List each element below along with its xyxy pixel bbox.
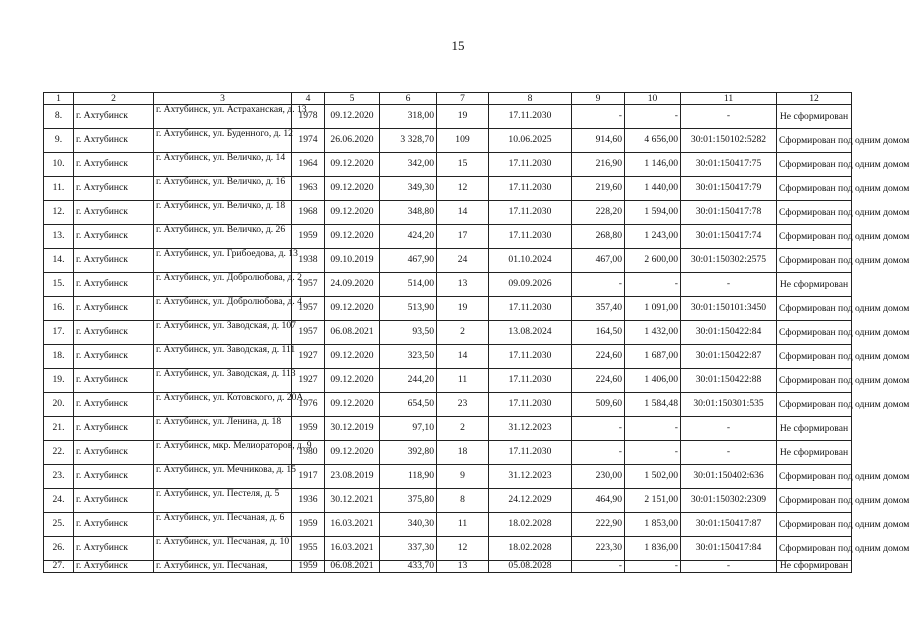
table-row <box>44 441 852 465</box>
table-row <box>44 297 852 321</box>
land-area-cell: 357,40 <box>572 297 625 321</box>
cadastral-number-cell: 30:01:150417:78 <box>681 201 777 225</box>
date-recognized-cell: 09.12.2020 <box>325 153 380 177</box>
plot-status-cell: Сформирован под одним домом <box>777 465 852 489</box>
table-row <box>44 513 852 537</box>
row-number-cell: 26. <box>44 537 74 561</box>
plot-status-cell: Сформирован под одним домом <box>777 225 852 249</box>
address-cell: г. Ахтубинск, ул. Песчаная, <box>154 561 292 573</box>
area-cell: 514,00 <box>380 273 437 297</box>
year-built-cell: 1957 <box>292 273 325 297</box>
residents-cell: 23 <box>437 393 489 417</box>
plot-status-cell: Сформирован под одним домом <box>777 369 852 393</box>
table-row <box>44 201 852 225</box>
address-cell: г. Ахтубинск, ул. Добролюбова, д. 4 <box>154 297 292 321</box>
row-number-cell: 20. <box>44 393 74 417</box>
residents-cell: 15 <box>437 153 489 177</box>
plot-status-cell: Сформирован под одним домом <box>777 513 852 537</box>
land-area-cell: - <box>572 417 625 441</box>
year-built-cell: 1968 <box>292 201 325 225</box>
settlement-cell: г. Ахтубинск <box>74 441 154 465</box>
table-row <box>44 321 852 345</box>
year-built-cell: 1938 <box>292 249 325 273</box>
cadastral-number-cell: - <box>681 417 777 441</box>
address-cell: г. Ахтубинск, ул. Величко, д. 14 <box>154 153 292 177</box>
table-row <box>44 345 852 369</box>
column-header: 8 <box>489 93 572 105</box>
year-built-cell: 1936 <box>292 489 325 513</box>
table-row <box>44 249 852 273</box>
resettlement-date-cell: 24.12.2029 <box>489 489 572 513</box>
residents-cell: 109 <box>437 129 489 153</box>
plot-status-cell: Сформирован под одним домом <box>777 129 852 153</box>
plot-area-cell: 4 656,00 <box>625 129 681 153</box>
cadastral-number-cell: 30:01:150422:88 <box>681 369 777 393</box>
date-recognized-cell: 16.03.2021 <box>325 537 380 561</box>
plot-area-cell: 1 406,00 <box>625 369 681 393</box>
table-row <box>44 369 852 393</box>
cadastral-number-cell: 30:01:150402:636 <box>681 465 777 489</box>
area-cell: 244,20 <box>380 369 437 393</box>
year-built-cell: 1957 <box>292 297 325 321</box>
cadastral-number-cell: 30:01:150417:87 <box>681 513 777 537</box>
plot-area-cell: - <box>625 273 681 297</box>
year-built-cell: 1959 <box>292 513 325 537</box>
address-cell: г. Ахтубинск, ул. Величко, д. 18 <box>154 201 292 225</box>
address-cell: г. Ахтубинск, ул. Астраханская, д. 13 <box>154 105 292 129</box>
residents-cell: 13 <box>437 273 489 297</box>
cadastral-number-cell: 30:01:150101:3450 <box>681 297 777 321</box>
table-row <box>44 465 852 489</box>
plot-area-cell: 1 243,00 <box>625 225 681 249</box>
plot-status-cell: Не сформирован <box>777 561 852 573</box>
table-row <box>44 537 852 561</box>
settlement-cell: г. Ахтубинск <box>74 393 154 417</box>
plot-status-cell: Не сформирован <box>777 441 852 465</box>
plot-status-cell: Сформирован под одним домом <box>777 201 852 225</box>
land-area-cell: 914,60 <box>572 129 625 153</box>
residents-cell: 2 <box>437 321 489 345</box>
land-area-cell: 228,20 <box>572 201 625 225</box>
address-cell: г. Ахтубинск, ул. Добролюбова, д. 2 <box>154 273 292 297</box>
settlement-cell: г. Ахтубинск <box>74 273 154 297</box>
plot-status-cell: Не сформирован <box>777 105 852 129</box>
row-number-cell: 27. <box>44 561 74 573</box>
settlement-cell: г. Ахтубинск <box>74 465 154 489</box>
cadastral-number-cell: 30:01:150417:84 <box>681 537 777 561</box>
plot-area-cell: 1 146,00 <box>625 153 681 177</box>
area-cell: 340,30 <box>380 513 437 537</box>
residents-cell: 2 <box>437 417 489 441</box>
date-recognized-cell: 26.06.2020 <box>325 129 380 153</box>
plot-status-cell: Не сформирован <box>777 273 852 297</box>
resettlement-date-cell: 05.08.2028 <box>489 561 572 573</box>
row-number-cell: 21. <box>44 417 74 441</box>
cadastral-number-cell: 30:01:150302:2575 <box>681 249 777 273</box>
area-cell: 97,10 <box>380 417 437 441</box>
date-recognized-cell: 30.12.2019 <box>325 417 380 441</box>
resettlement-date-cell: 01.10.2024 <box>489 249 572 273</box>
plot-area-cell: 1 440,00 <box>625 177 681 201</box>
table-row <box>44 417 852 441</box>
area-cell: 93,50 <box>380 321 437 345</box>
address-cell: г. Ахтубинск, ул. Заводская, д. 111 <box>154 345 292 369</box>
residents-cell: 19 <box>437 105 489 129</box>
date-recognized-cell: 06.08.2021 <box>325 561 380 573</box>
year-built-cell: 1917 <box>292 465 325 489</box>
plot-area-cell: - <box>625 105 681 129</box>
plot-area-cell: 2 151,00 <box>625 489 681 513</box>
residents-cell: 13 <box>437 561 489 573</box>
cadastral-number-cell: - <box>681 561 777 573</box>
settlement-cell: г. Ахтубинск <box>74 297 154 321</box>
land-area-cell: 224,60 <box>572 369 625 393</box>
table-row <box>44 225 852 249</box>
plot-area-cell: 1 687,00 <box>625 345 681 369</box>
land-area-cell: 464,90 <box>572 489 625 513</box>
row-number-cell: 9. <box>44 129 74 153</box>
year-built-cell: 1959 <box>292 225 325 249</box>
row-number-cell: 10. <box>44 153 74 177</box>
year-built-cell: 1955 <box>292 537 325 561</box>
date-recognized-cell: 09.12.2020 <box>325 201 380 225</box>
date-recognized-cell: 09.12.2020 <box>325 369 380 393</box>
address-cell: г. Ахтубинск, ул. Мечникова, д. 15 <box>154 465 292 489</box>
plot-area-cell: - <box>625 561 681 573</box>
plot-area-cell: 1 432,00 <box>625 321 681 345</box>
date-recognized-cell: 09.12.2020 <box>325 393 380 417</box>
table-row <box>44 105 852 129</box>
residents-cell: 14 <box>437 201 489 225</box>
settlement-cell: г. Ахтубинск <box>74 225 154 249</box>
cadastral-number-cell: 30:01:150417:74 <box>681 225 777 249</box>
resettlement-date-cell: 17.11.2030 <box>489 441 572 465</box>
page-number: 15 <box>451 38 465 53</box>
table-row <box>44 393 852 417</box>
column-header: 4 <box>292 93 325 105</box>
residents-cell: 11 <box>437 513 489 537</box>
cadastral-number-cell: 30:01:150102:5282 <box>681 129 777 153</box>
address-cell: г. Ахтубинск, ул. Песчаная, д. 10 <box>154 537 292 561</box>
plot-status-cell: Сформирован под одним домом <box>777 153 852 177</box>
resettlement-date-cell: 17.11.2030 <box>489 105 572 129</box>
settlement-cell: г. Ахтубинск <box>74 537 154 561</box>
settlement-cell: г. Ахтубинск <box>74 561 154 573</box>
settlement-cell: г. Ахтубинск <box>74 201 154 225</box>
plot-area-cell: 1 853,00 <box>625 513 681 537</box>
address-cell: г. Ахтубинск, ул. Заводская, д. 113 <box>154 369 292 393</box>
plot-area-cell: 1 594,00 <box>625 201 681 225</box>
cadastral-number-cell: - <box>681 105 777 129</box>
resettlement-date-cell: 17.11.2030 <box>489 201 572 225</box>
housing-registry-table <box>43 92 910 573</box>
settlement-cell: г. Ахтубинск <box>74 105 154 129</box>
column-header: 12 <box>777 93 852 105</box>
plot-status-cell: Не сформирован <box>777 417 852 441</box>
residents-cell: 12 <box>437 537 489 561</box>
area-cell: 424,20 <box>380 225 437 249</box>
resettlement-date-cell: 17.11.2030 <box>489 369 572 393</box>
address-cell: г. Ахтубинск, ул. Буденного, д. 12 <box>154 129 292 153</box>
area-cell: 118,90 <box>380 465 437 489</box>
area-cell: 433,70 <box>380 561 437 573</box>
year-built-cell: 1974 <box>292 129 325 153</box>
area-cell: 467,90 <box>380 249 437 273</box>
plot-area-cell: - <box>625 417 681 441</box>
date-recognized-cell: 06.08.2021 <box>325 321 380 345</box>
resettlement-date-cell: 17.11.2030 <box>489 153 572 177</box>
year-built-cell: 1957 <box>292 321 325 345</box>
address-cell: г. Ахтубинск, ул. Грибоедова, д. 13 <box>154 249 292 273</box>
year-built-cell: 1964 <box>292 153 325 177</box>
cadastral-number-cell: 30:01:150417:75 <box>681 153 777 177</box>
row-number-cell: 22. <box>44 441 74 465</box>
row-number-cell: 25. <box>44 513 74 537</box>
resettlement-date-cell: 31.12.2023 <box>489 417 572 441</box>
row-number-cell: 19. <box>44 369 74 393</box>
column-header: 5 <box>325 93 380 105</box>
date-recognized-cell: 09.10.2019 <box>325 249 380 273</box>
year-built-cell: 1963 <box>292 177 325 201</box>
resettlement-date-cell: 13.08.2024 <box>489 321 572 345</box>
land-area-cell: 224,60 <box>572 345 625 369</box>
plot-status-cell: Сформирован под одним домом <box>777 393 852 417</box>
plot-status-cell: Сформирован под одним домом <box>777 489 852 513</box>
land-area-cell: 164,50 <box>572 321 625 345</box>
settlement-cell: г. Ахтубинск <box>74 177 154 201</box>
settlement-cell: г. Ахтубинск <box>74 345 154 369</box>
column-header: 6 <box>380 93 437 105</box>
settlement-cell: г. Ахтубинск <box>74 129 154 153</box>
table-row <box>44 273 852 297</box>
land-area-cell: - <box>572 561 625 573</box>
year-built-cell: 1976 <box>292 393 325 417</box>
plot-status-cell: Сформирован под одним домом <box>777 249 852 273</box>
table-row <box>44 489 852 513</box>
land-area-cell: - <box>572 273 625 297</box>
address-cell: г. Ахтубинск, ул. Ленина, д. 18 <box>154 417 292 441</box>
area-cell: 392,80 <box>380 441 437 465</box>
cadastral-number-cell: - <box>681 273 777 297</box>
column-header: 11 <box>681 93 777 105</box>
cadastral-number-cell: - <box>681 441 777 465</box>
row-number-cell: 17. <box>44 321 74 345</box>
residents-cell: 14 <box>437 345 489 369</box>
table-row <box>44 177 852 201</box>
plot-area-cell: 1 091,00 <box>625 297 681 321</box>
address-cell: г. Ахтубинск, ул. Величко, д. 16 <box>154 177 292 201</box>
row-number-cell: 14. <box>44 249 74 273</box>
land-area-cell: 509,60 <box>572 393 625 417</box>
area-cell: 3 328,70 <box>380 129 437 153</box>
address-cell: г. Ахтубинск, ул. Песчаная, д. 6 <box>154 513 292 537</box>
year-built-cell: 1959 <box>292 561 325 573</box>
row-number-cell: 24. <box>44 489 74 513</box>
column-number-row <box>44 93 852 105</box>
address-cell: г. Ахтубинск, ул. Заводская, д. 107 <box>154 321 292 345</box>
date-recognized-cell: 09.12.2020 <box>325 177 380 201</box>
table-row <box>44 129 852 153</box>
resettlement-date-cell: 18.02.2028 <box>489 537 572 561</box>
column-header: 10 <box>625 93 681 105</box>
residents-cell: 19 <box>437 297 489 321</box>
column-header: 1 <box>44 93 74 105</box>
column-header: 3 <box>154 93 292 105</box>
year-built-cell: 1978 <box>292 105 325 129</box>
land-area-cell: 222,90 <box>572 513 625 537</box>
row-number-cell: 13. <box>44 225 74 249</box>
date-recognized-cell: 24.09.2020 <box>325 273 380 297</box>
row-number-cell: 16. <box>44 297 74 321</box>
date-recognized-cell: 09.12.2020 <box>325 225 380 249</box>
plot-area-cell: - <box>625 441 681 465</box>
plot-status-cell: Сформирован под одним домом <box>777 537 852 561</box>
cadastral-number-cell: 30:01:150422:87 <box>681 345 777 369</box>
plot-area-cell: 1 836,00 <box>625 537 681 561</box>
land-area-cell: 219,60 <box>572 177 625 201</box>
column-header: 9 <box>572 93 625 105</box>
area-cell: 318,00 <box>380 105 437 129</box>
area-cell: 349,30 <box>380 177 437 201</box>
plot-status-cell: Сформирован под одним домом <box>777 345 852 369</box>
date-recognized-cell: 30.12.2021 <box>325 489 380 513</box>
plot-status-cell: Сформирован под одним домом <box>777 321 852 345</box>
year-built-cell: 1927 <box>292 369 325 393</box>
land-area-cell: 216,90 <box>572 153 625 177</box>
table-body <box>44 104 910 573</box>
row-number-cell: 23. <box>44 465 74 489</box>
settlement-cell: г. Ахтубинск <box>74 513 154 537</box>
residents-cell: 17 <box>437 225 489 249</box>
table-header <box>44 93 852 105</box>
date-recognized-cell: 16.03.2021 <box>325 513 380 537</box>
resettlement-date-cell: 17.11.2030 <box>489 225 572 249</box>
land-area-cell: - <box>572 441 625 465</box>
land-area-cell: 467,00 <box>572 249 625 273</box>
settlement-cell: г. Ахтубинск <box>74 369 154 393</box>
resettlement-date-cell: 10.06.2025 <box>489 129 572 153</box>
year-built-cell: 1980 <box>292 441 325 465</box>
residents-cell: 18 <box>437 441 489 465</box>
resettlement-date-cell: 18.02.2028 <box>489 513 572 537</box>
plot-area-cell: 2 600,00 <box>625 249 681 273</box>
table-row <box>44 153 852 177</box>
residents-cell: 9 <box>437 465 489 489</box>
resettlement-date-cell: 17.11.2030 <box>489 177 572 201</box>
plot-status-cell: Сформирован под одним домом <box>777 177 852 201</box>
date-recognized-cell: 23.08.2019 <box>325 465 380 489</box>
cadastral-number-cell: 30:01:150417:79 <box>681 177 777 201</box>
address-cell: г. Ахтубинск, мкр. Мелиораторов, д. 9 <box>154 441 292 465</box>
area-cell: 337,30 <box>380 537 437 561</box>
settlement-cell: г. Ахтубинск <box>74 417 154 441</box>
row-number-cell: 15. <box>44 273 74 297</box>
row-number-cell: 12. <box>44 201 74 225</box>
area-cell: 342,00 <box>380 153 437 177</box>
residents-cell: 12 <box>437 177 489 201</box>
area-cell: 348,80 <box>380 201 437 225</box>
cadastral-number-cell: 30:01:150301:535 <box>681 393 777 417</box>
resettlement-date-cell: 17.11.2030 <box>489 297 572 321</box>
land-area-cell: 268,80 <box>572 225 625 249</box>
resettlement-date-cell: 31.12.2023 <box>489 465 572 489</box>
date-recognized-cell: 09.12.2020 <box>325 297 380 321</box>
plot-area-cell: 1 584,48 <box>625 393 681 417</box>
table-row <box>44 561 852 573</box>
resettlement-date-cell: 17.11.2030 <box>489 345 572 369</box>
land-area-cell: 230,00 <box>572 465 625 489</box>
residents-cell: 11 <box>437 369 489 393</box>
plot-area-cell: 1 502,00 <box>625 465 681 489</box>
area-cell: 375,80 <box>380 489 437 513</box>
area-cell: 513,90 <box>380 297 437 321</box>
row-number-cell: 8. <box>44 105 74 129</box>
column-header: 7 <box>437 93 489 105</box>
row-number-cell: 18. <box>44 345 74 369</box>
year-built-cell: 1927 <box>292 345 325 369</box>
settlement-cell: г. Ахтубинск <box>74 489 154 513</box>
land-area-cell: - <box>572 105 625 129</box>
date-recognized-cell: 09.12.2020 <box>325 441 380 465</box>
date-recognized-cell: 09.12.2020 <box>325 105 380 129</box>
area-cell: 323,50 <box>380 345 437 369</box>
row-number-cell: 11. <box>44 177 74 201</box>
settlement-cell: г. Ахтубинск <box>74 321 154 345</box>
cadastral-number-cell: 30:01:150302:2309 <box>681 489 777 513</box>
plot-status-cell: Сформирован под одним домом <box>777 297 852 321</box>
area-cell: 654,50 <box>380 393 437 417</box>
column-header: 2 <box>74 93 154 105</box>
settlement-cell: г. Ахтубинск <box>74 249 154 273</box>
address-cell: г. Ахтубинск, ул. Величко, д. 26 <box>154 225 292 249</box>
address-cell: г. Ахтубинск, ул. Пестеля, д. 5 <box>154 489 292 513</box>
address-cell: г. Ахтубинск, ул. Котовского, д. 20А <box>154 393 292 417</box>
land-area-cell: 223,30 <box>572 537 625 561</box>
resettlement-date-cell: 09.09.2026 <box>489 273 572 297</box>
date-recognized-cell: 09.12.2020 <box>325 345 380 369</box>
cadastral-number-cell: 30:01:150422:84 <box>681 321 777 345</box>
residents-cell: 24 <box>437 249 489 273</box>
settlement-cell: г. Ахтубинск <box>74 153 154 177</box>
year-built-cell: 1959 <box>292 417 325 441</box>
residents-cell: 8 <box>437 489 489 513</box>
resettlement-date-cell: 17.11.2030 <box>489 393 572 417</box>
